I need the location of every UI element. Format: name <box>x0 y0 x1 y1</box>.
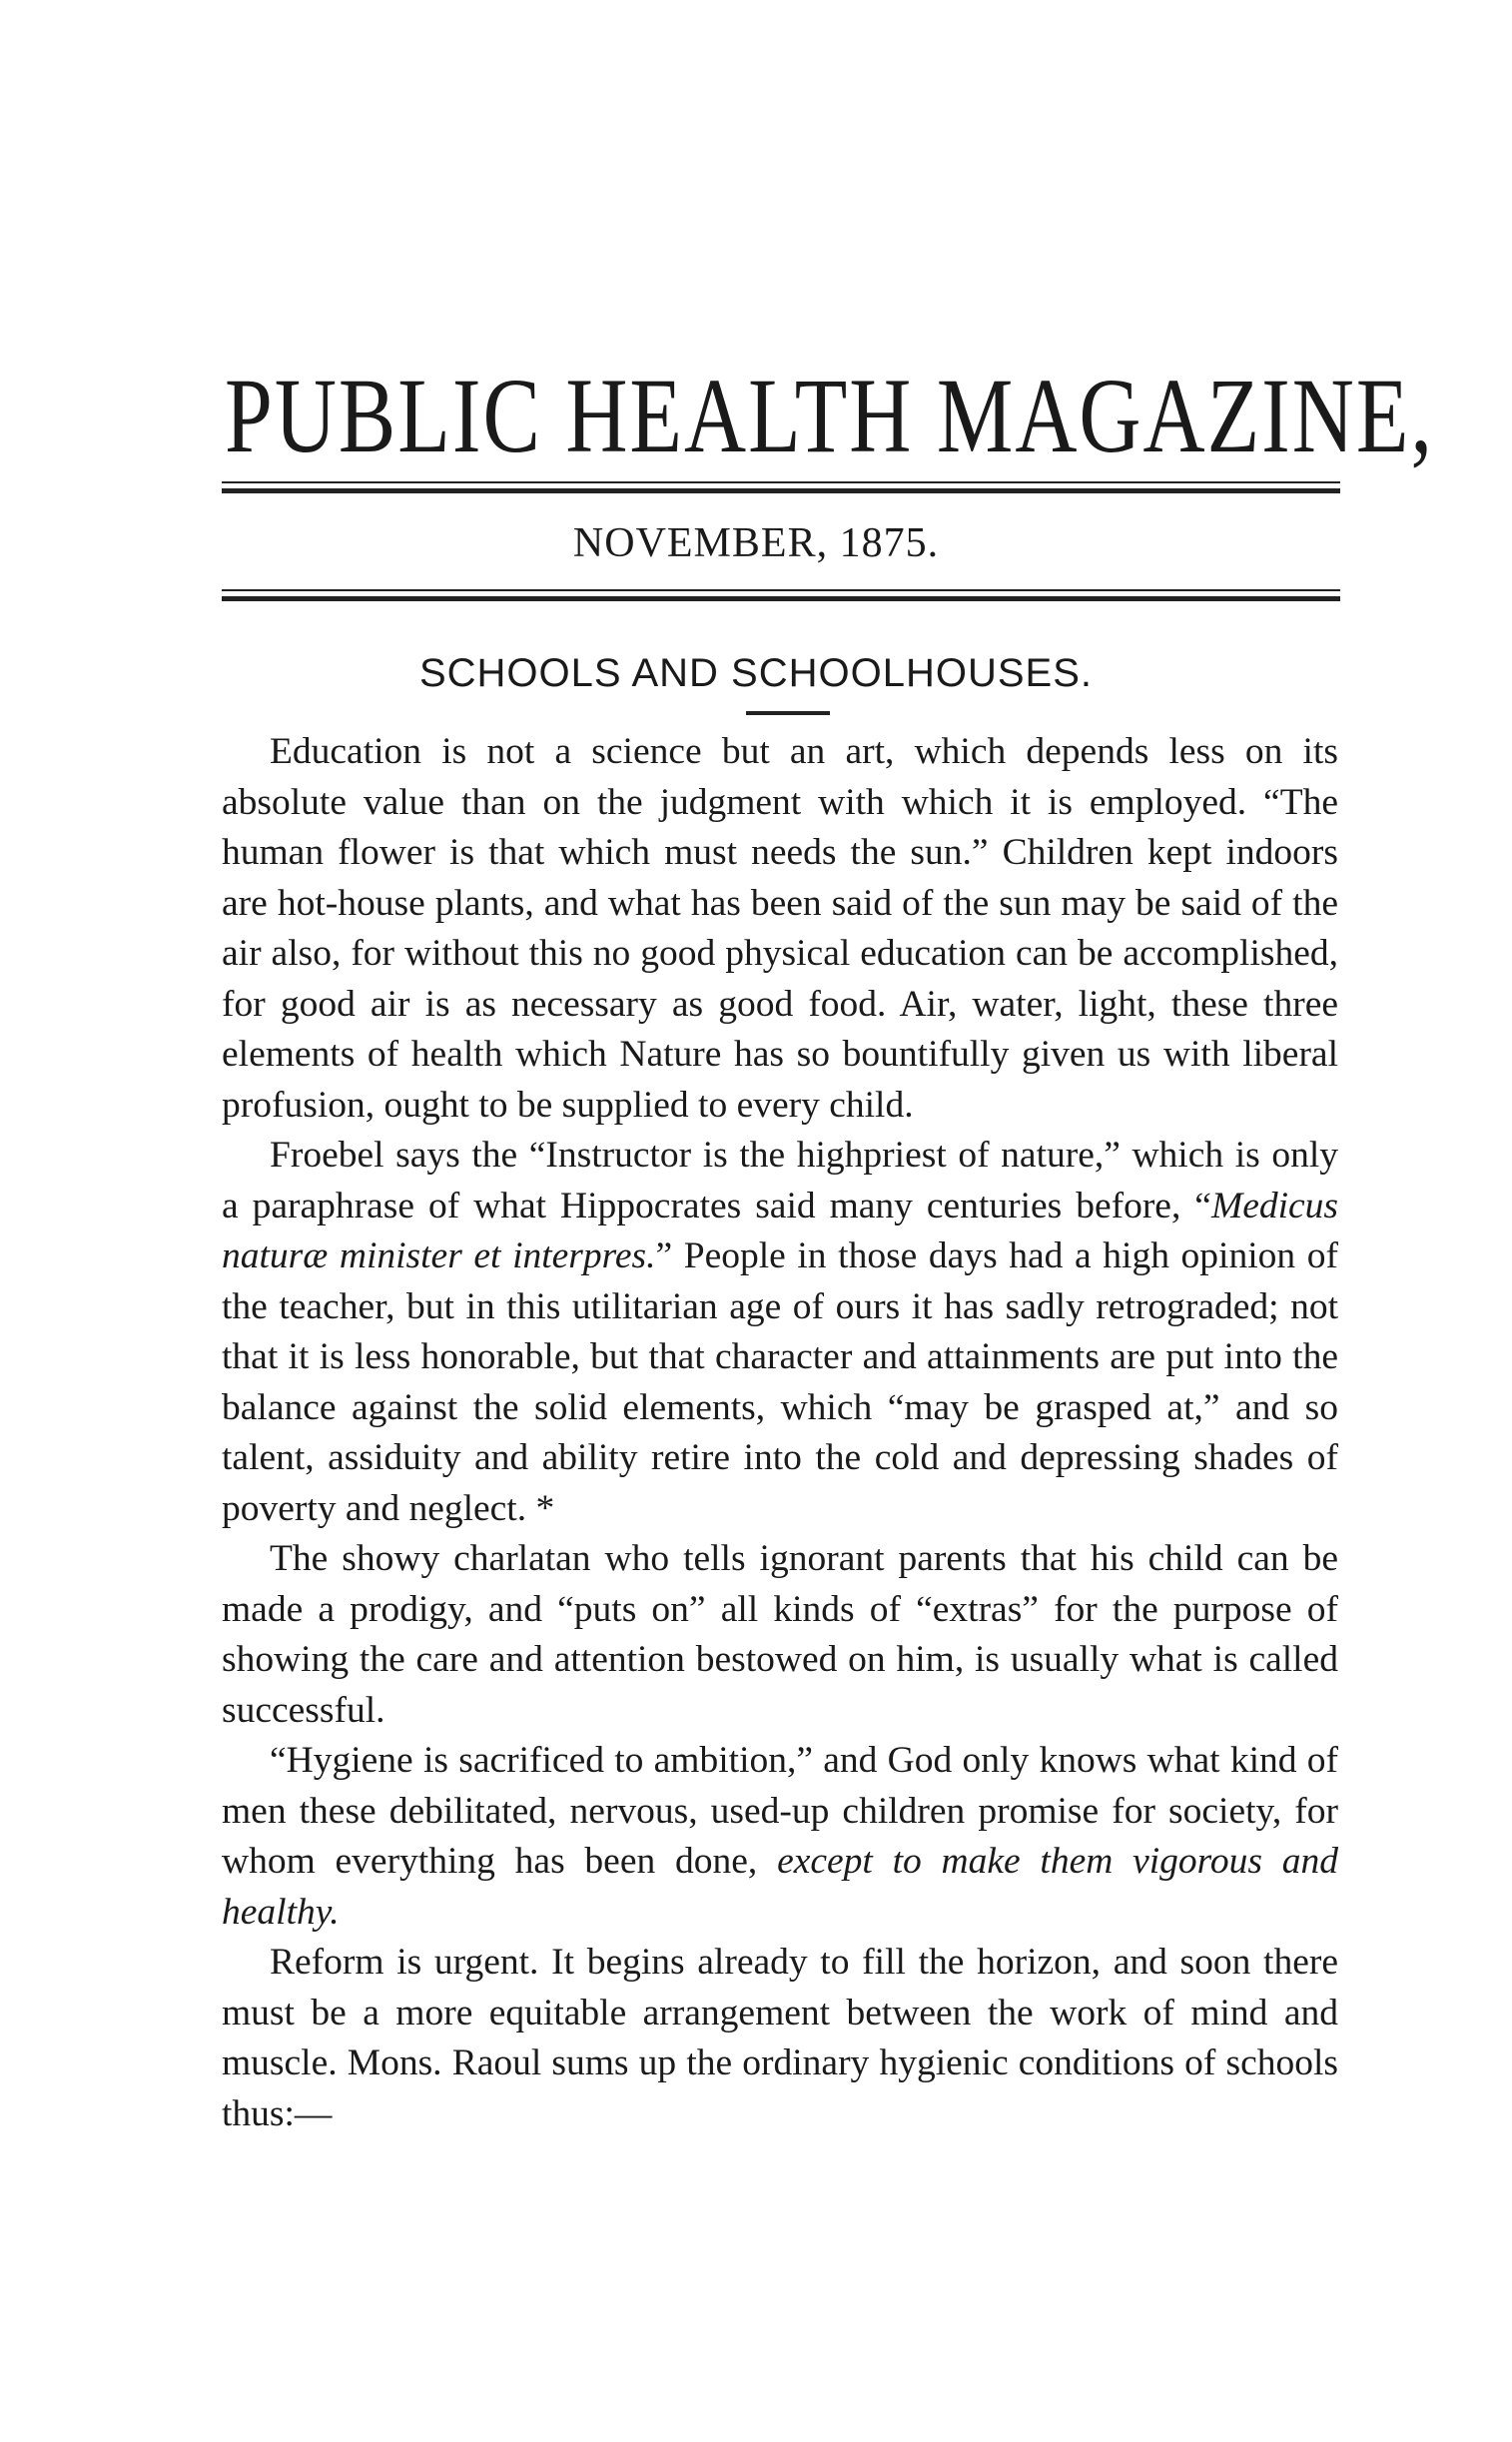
article-title: SCHOOLS AND SCHOOLHOUSES. <box>418 651 1094 695</box>
masthead-rule <box>222 481 1340 493</box>
latin-quote: Medicus naturæ minister et interpres. <box>222 1185 1338 1276</box>
magazine-masthead: PUBLIC HEALTH MAGAZINE, <box>225 355 1434 475</box>
article-body <box>222 727 1338 2139</box>
paragraph-froebel: Froebel says the “Instructor is the highpriest of nature,” which is only a paraphrase of what Hippocrates said many centuries before, “Medicus naturæ minister et interpres.” People in those days had a high opinion of the teacher, but in this utilitarian age of ours it has sadly retrograded; not that it is less honorable, but that character and attainments are put into the balance against the solid elements, which “may be grasped at,” and so talent, assiduity and ability retire into the cold and depressing shades of poverty and neglect. * <box>222 1135 1338 1529</box>
paragraph-education: Education is not a science but an art, which depends less on its absolute value than on the judgment with which it is employed. “The human flower is that which must needs the sun.” Children kept indoors are hot-house plants, and what has been said of the sun may be said of the air also, for without this no good physical education can be accomplished, for good air is as necessary as good food. Air, water, light, these three elements of health which Nature has so bountifully given us with liberal profusion, ought to be supplied to every child. <box>222 731 1338 1126</box>
paragraph-hygiene: “Hygiene is sacrificed to ambition,” and God only knows what kind of men these debilitated, nervous, used-up children promise for society, for whom everything has been done, except to make them vigorous and healthy. <box>222 1740 1338 1933</box>
issue-date: NOVEMBER, 1875. <box>572 520 940 566</box>
paragraph-charlatan: The showy charlatan who tells ignorant parents that his child can be made a prodigy, and “puts on” all kinds of “extras” for the purpose of showing the care and attention bestowed on him, is usually what is called successful. <box>222 1538 1338 1731</box>
title-rule <box>746 711 830 715</box>
dateline-rule <box>222 589 1340 601</box>
emphasis-phrase: except to make them vigorous and healthy. <box>222 1841 1338 1933</box>
paragraph-reform: Reform is urgent. It begins already to fill the horizon, and soon there must be a more equitable arrangement between the work of mind and muscle. Mons. Raoul sums up the ordinary hygienic conditions of schools thus:— <box>222 1942 1338 2134</box>
